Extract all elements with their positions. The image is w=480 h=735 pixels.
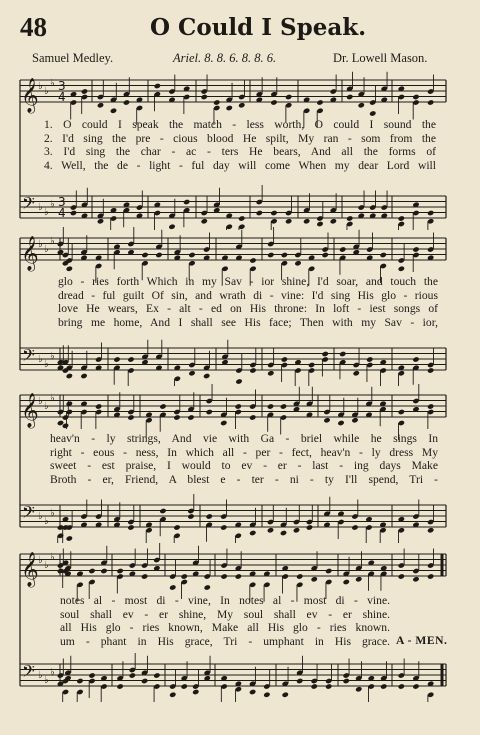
- note-head: [427, 573, 434, 579]
- flat-icon: ♭: [50, 508, 55, 519]
- note-group: [346, 72, 388, 117]
- system-4-lyrics: [60, 594, 390, 648]
- note-head: [159, 403, 166, 409]
- time-signature-icon: 3: [58, 79, 66, 93]
- note-group: [323, 497, 386, 543]
- bass-clef-icon: 𝄢: [22, 661, 35, 685]
- note-head: [303, 218, 310, 224]
- note-head: [380, 252, 387, 258]
- note-head: [280, 530, 287, 536]
- flat-icon: ♭: [44, 516, 49, 527]
- flat-icon: ♭: [50, 199, 55, 210]
- note-head: [249, 689, 256, 695]
- note-head: [169, 584, 176, 590]
- note-head: [220, 420, 227, 426]
- note-group: [66, 500, 103, 542]
- note-head: [267, 527, 274, 533]
- note-head: [181, 573, 188, 579]
- note-head: [235, 403, 242, 409]
- lyric-line: 1. O could I speak the match - less worth, O could I sound the: [44, 118, 436, 131]
- lyric-line: dread - ful guilt Of sin, and wrath di - vine: I'd sing His glo - rious: [58, 288, 438, 302]
- note-head: [141, 678, 148, 684]
- note-group: [169, 656, 211, 698]
- note-head: [267, 403, 274, 409]
- hymn-number: 48: [20, 12, 47, 42]
- note-head: [366, 356, 373, 362]
- note-head: [412, 246, 419, 252]
- treble-clef-icon: 𝄞: [21, 552, 39, 587]
- note-head: [66, 266, 73, 272]
- flat-icon: ♭: [50, 78, 55, 89]
- note-head: [95, 403, 102, 409]
- flat-icon: ♭: [38, 81, 43, 92]
- note-head: [270, 210, 277, 216]
- note-group: [201, 188, 246, 230]
- bass-clef-icon: 𝄢: [22, 193, 35, 217]
- note-head: [412, 576, 419, 582]
- note-head: [267, 252, 274, 258]
- note-head: [285, 94, 292, 100]
- note-head: [330, 218, 337, 224]
- note-group: [116, 543, 160, 594]
- note-head: [322, 252, 329, 258]
- time-signature-icon: 3: [58, 195, 66, 209]
- note-head: [398, 683, 405, 689]
- note-head: [206, 409, 213, 415]
- flat-icon: ♭: [44, 244, 49, 255]
- note-head: [412, 683, 419, 689]
- flat-icon: ♭: [50, 351, 55, 362]
- note-head: [380, 683, 387, 689]
- note-head: [80, 373, 87, 379]
- note-head: [427, 367, 434, 373]
- bass-staff: [20, 664, 446, 686]
- lyric-line: soul shall ev - er shine, My soul shall ev - er shine.: [60, 607, 390, 621]
- bass-clef-icon: 𝄢: [22, 345, 35, 369]
- note-head: [100, 568, 107, 574]
- note-head: [398, 573, 405, 579]
- note-head: [113, 356, 120, 362]
- note-head: [183, 199, 190, 205]
- note-head: [294, 260, 301, 266]
- note-group: [343, 551, 388, 591]
- note-head: [220, 524, 227, 530]
- flat-icon: ♭: [38, 202, 43, 213]
- lyric-line: love He wears, Ex - alt - ed on His throne: In loft - iest songs of: [58, 302, 438, 315]
- note-head: [169, 692, 176, 698]
- note-head: [127, 356, 134, 362]
- amen-label: A - MEN.: [396, 634, 448, 647]
- note-head: [88, 568, 95, 574]
- note-head: [123, 99, 130, 105]
- note-head: [110, 108, 117, 114]
- note-head: [296, 573, 303, 579]
- note-head: [173, 414, 180, 420]
- note-group: [70, 188, 88, 219]
- note-head: [322, 351, 329, 357]
- lyric-line: right - eous - ness, In which all - per - fect, heav'n - ly dress My: [50, 445, 438, 459]
- note-head: [249, 530, 256, 536]
- note-head: [238, 102, 245, 108]
- note-head: [427, 403, 434, 409]
- note-head: [249, 367, 256, 373]
- flat-icon: ♭: [38, 670, 43, 681]
- note-head: [339, 246, 346, 252]
- lyric-line: 2. I'd sing the pre - cious blood He spilt, My ran - som from the: [44, 131, 436, 145]
- note-head: [127, 414, 134, 420]
- lyric-line: glo - ries forth Which in my Sav - ior shine, I'd soar, and touch the: [58, 275, 438, 288]
- note-head: [346, 215, 353, 221]
- note-group: [267, 387, 313, 435]
- note-head: [353, 370, 360, 376]
- note-head: [343, 678, 350, 684]
- note-group: [221, 340, 256, 385]
- treble-clef-icon: 𝄞: [21, 236, 39, 271]
- note-group: [220, 667, 270, 702]
- treble-clef-icon: 𝄞: [21, 393, 39, 428]
- lyric-line: all His glo - ries known, Make all His glo - ries known.: [60, 621, 390, 634]
- system-2-lyrics: [58, 275, 438, 329]
- note-head: [204, 584, 211, 590]
- flat-icon: ♭: [44, 207, 49, 218]
- note-head: [206, 513, 213, 519]
- note-group: [303, 193, 337, 227]
- note-head: [308, 362, 315, 368]
- note-head: [398, 409, 405, 415]
- flat-icon: ♭: [38, 239, 43, 250]
- lyric-line: bring me home, And I shall see His face; Then with my Sav - ior,: [58, 315, 438, 329]
- note-head: [70, 210, 77, 216]
- flat-icon: ♭: [44, 86, 49, 97]
- note-head: [346, 94, 353, 100]
- note-head: [201, 218, 208, 224]
- note-head: [249, 414, 256, 420]
- note-head: [192, 689, 199, 695]
- note-head: [235, 573, 242, 579]
- note-head: [293, 527, 300, 533]
- lyric-line: heav'n - ly strings, And vie with Ga - briel while he sings In: [50, 432, 438, 445]
- lyric-line: notes al - most di - vine, In notes al - most di - vine.: [60, 594, 390, 607]
- note-head: [280, 403, 287, 409]
- note-head: [88, 672, 95, 678]
- note-head: [116, 568, 123, 574]
- note-head: [97, 102, 104, 108]
- time-signature-icon: 4: [58, 90, 66, 104]
- hymn-composer: Dr. Lowell Mason.: [333, 51, 428, 65]
- note-head: [129, 672, 136, 678]
- note-head: [153, 672, 160, 678]
- flat-icon: ♭: [44, 675, 49, 686]
- note-group: [113, 340, 162, 386]
- note-head: [141, 573, 148, 579]
- note-head: [203, 373, 210, 379]
- note-head: [285, 218, 292, 224]
- note-group: [206, 384, 257, 429]
- flat-icon: ♭: [38, 354, 43, 365]
- flat-icon: ♭: [38, 396, 43, 407]
- note-head: [311, 576, 318, 582]
- note-head: [325, 568, 332, 574]
- flat-icon: ♭: [44, 359, 49, 370]
- flat-icon: ♭: [50, 552, 55, 563]
- note-group: [113, 502, 134, 530]
- note-head: [173, 524, 180, 530]
- lyric-line: um - phant in His grace, Tri - umphant in His grace.: [60, 634, 390, 648]
- note-group: [70, 88, 88, 119]
- note-head: [226, 105, 233, 111]
- note-head: [220, 573, 227, 579]
- system-3-lyrics: [50, 432, 438, 486]
- note-head: [343, 579, 350, 585]
- flat-icon: ♭: [38, 511, 43, 522]
- flat-icon: ♭: [44, 560, 49, 571]
- note-head: [187, 513, 194, 519]
- note-head: [355, 686, 362, 692]
- note-head: [154, 83, 161, 89]
- flat-icon: ♭: [44, 401, 49, 412]
- note-group: [267, 505, 313, 536]
- note-group: [256, 185, 293, 230]
- note-head: [351, 524, 358, 530]
- note-head: [427, 527, 434, 533]
- note-head: [213, 99, 220, 105]
- note-head: [141, 252, 148, 258]
- flat-icon: ♭: [50, 236, 55, 247]
- note-head: [66, 373, 73, 379]
- note-head: [316, 99, 323, 105]
- note-group: [323, 387, 386, 427]
- note-head: [181, 683, 188, 689]
- hymn-title: O Could I Speak.: [150, 14, 367, 41]
- lyric-line: sweet - est praise, I would to ev - er - last - ing days Make: [50, 459, 438, 472]
- note-head: [267, 370, 274, 376]
- note-head: [81, 88, 88, 94]
- note-head: [188, 370, 195, 376]
- note-head: [155, 252, 162, 258]
- note-head: [427, 210, 434, 216]
- note-head: [281, 252, 288, 258]
- note-head: [127, 524, 134, 530]
- note-head: [398, 266, 405, 272]
- note-head: [263, 692, 270, 698]
- note-group: [398, 75, 435, 120]
- lyric-line: 3. I'd sing the char - ac - ters He bears, And all the forms of: [44, 145, 436, 158]
- note-head: [238, 215, 245, 221]
- note-head: [427, 99, 434, 105]
- note-head: [201, 94, 208, 100]
- flat-icon: ♭: [50, 667, 55, 678]
- bass-clef-icon: 𝄢: [22, 502, 35, 526]
- note-group: [145, 392, 194, 437]
- note-head: [351, 417, 358, 423]
- note-group: [145, 494, 194, 543]
- note-head: [76, 678, 83, 684]
- note-head: [355, 576, 362, 582]
- note-head: [281, 356, 288, 362]
- note-group: [64, 656, 107, 702]
- note-head: [97, 218, 104, 224]
- note-group: [116, 653, 160, 702]
- note-group: [174, 233, 211, 281]
- hymn-tune: Ariel. 8. 8. 6. 8. 8. 6.: [173, 51, 277, 65]
- note-head: [66, 535, 73, 541]
- time-signature-icon: 4: [58, 206, 66, 220]
- note-group: [256, 77, 293, 122]
- note-head: [369, 110, 376, 116]
- note-group: [66, 401, 103, 429]
- note-group: [113, 227, 162, 280]
- note-head: [116, 683, 123, 689]
- flat-icon: ♭: [38, 555, 43, 566]
- note-head: [282, 692, 289, 698]
- note-head: [412, 356, 419, 362]
- note-head: [256, 210, 263, 216]
- note-head: [398, 215, 405, 221]
- hymn-author: Samuel Medley.: [32, 51, 114, 65]
- note-head: [188, 252, 195, 258]
- treble-clef-icon: 𝄞: [21, 78, 39, 113]
- note-head: [306, 524, 313, 530]
- lyric-line: Broth - er, Friend, A blest e - ter - ni - ty I'll spend, Tri -: [50, 472, 438, 486]
- note-head: [296, 678, 303, 684]
- note-head: [323, 417, 330, 423]
- note-head: [187, 414, 194, 420]
- system-1-lyrics: [44, 118, 436, 172]
- lyric-line: 4. Well, the de - light - ful day will come When my dear Lord will: [44, 158, 436, 172]
- note-head: [311, 683, 318, 689]
- note-head: [339, 351, 346, 357]
- note-group: [282, 656, 333, 698]
- note-head: [412, 94, 419, 100]
- note-head: [270, 99, 277, 105]
- note-head: [159, 508, 166, 514]
- flat-icon: ♭: [50, 393, 55, 404]
- note-head: [249, 257, 256, 263]
- note-head: [337, 420, 344, 426]
- note-head: [325, 683, 332, 689]
- note-group: [113, 392, 134, 420]
- note-head: [358, 102, 365, 108]
